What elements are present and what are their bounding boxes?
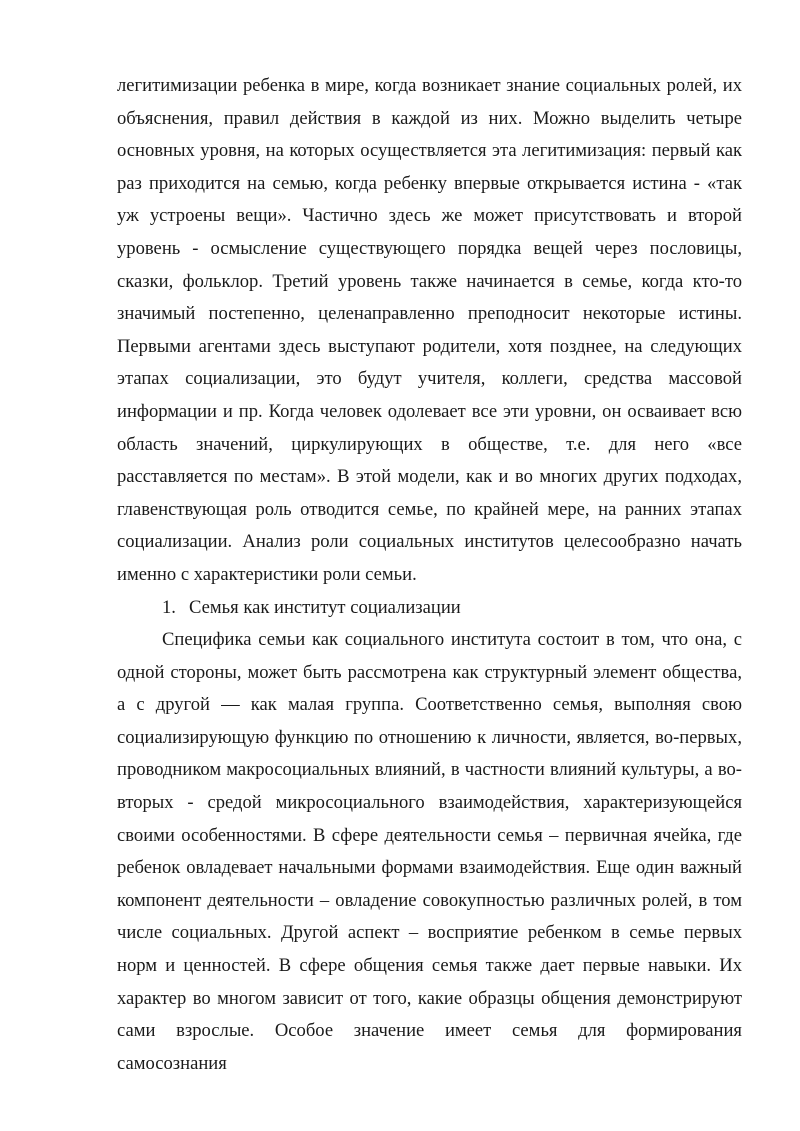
body-paragraph-2: Специфика семьи как социального института состоит в том, что она, с одной стороны, может быть рассмотрена как структурный элемент общества, а с другой — как малая группа. Соответственно семья, выполняя свою социализирующую функцию по отношению к личности, является, во-первых, проводником макросоциальных влияний, в частности влияний культуры, а во-вторых - средой микросоциального взаимодействия, характеризующейся своими особенностями. В сфере деятельности семья – первичная ячейка, где ребенок овладевает начальными формами взаимодействия. Еще один важный компонент деятельности – овладение совокупностью различных ролей, в том числе социальных. Другой аспект – восприятие ребенком в семье первых норм и ценностей. В сфере общения семья также дает первые навыки. Их характер во многом зависит от того, какие образцы общения демонстрируют сами взрослые. Особое значение имеет семья для формирования самосознания bbox=[117, 629, 742, 1074]
section-heading-number: 1. bbox=[162, 596, 176, 618]
section-heading bbox=[117, 592, 742, 625]
section-heading-text: Семья как институт социализации bbox=[189, 596, 461, 618]
body-paragraph-1: легитимизации ребенка в мире, когда возникает знание социальных ролей, их объяснения, правил действия в каждой из них. Можно выделить четыре основных уровня, на которых осуществляется эта легитимизация: первый как раз приходится на семью, когда ребенку впервые открывается истина - «так уж устроены вещи». Частично здесь же может присутствовать и второй уровень - осмысление существующего порядка вещей через пословицы, сказки, фольклор. Третий уровень также начинается в семье, когда кто-то значимый постепенно, целенаправленно преподносит некоторые истины. Первыми агентами здесь выступают родители, хотя позднее, на следующих этапах социализации, это будут учителя, коллеги, средства массовой информации и пр. Когда человек одолевает все эти уровни, он осваивает всю область значений, циркулирующих в обществе, т.е. для него «все расставляется по местам». В этой модели, как и во многих других подходах, главенствующая роль отводится семье, по крайней мере, на ранних этапах социализации. Анализ роли социальных институтов целесообразно начать именно с характеристики роли семьи. bbox=[117, 75, 742, 585]
